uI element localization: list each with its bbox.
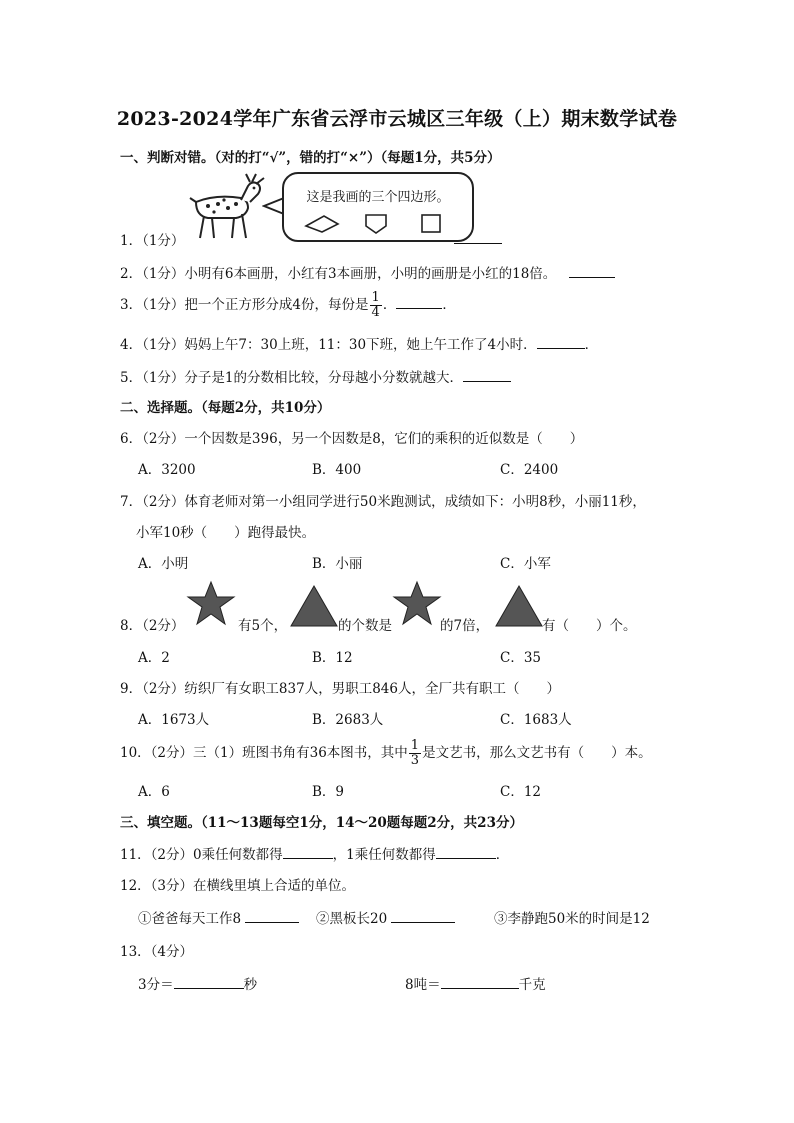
q5-text: 5．（1分）分子是1的分数相比较，分母越小分数就越大． <box>120 370 464 386</box>
q2-answer-blank[interactable] <box>569 263 615 278</box>
q8-text-1: 有5个， <box>238 618 288 634</box>
question-10 <box>120 739 652 768</box>
q10-text-end: 是文艺书，那么文艺书有（ ）本。 <box>422 745 652 761</box>
q13-blank-1[interactable] <box>174 974 244 989</box>
q6-option-a[interactable]: A．3200 <box>138 462 196 478</box>
q6-option-c[interactable]: C．2400 <box>500 462 559 478</box>
deer-illustration <box>186 172 272 244</box>
q10-option-c[interactable]: C．12 <box>500 784 542 800</box>
q12-item-2-text: ②黑板长20 <box>316 911 388 927</box>
question-11 <box>120 843 509 863</box>
q3-text: 3．（1分）把一个正方形分成4份，每份是 <box>120 297 369 313</box>
q9-option-a[interactable]: A．1673人 <box>138 712 210 728</box>
q13-c2-unit: 千克 <box>518 977 546 993</box>
q8-label: 8．（2分） <box>120 618 185 634</box>
triangle-icon <box>289 584 339 628</box>
fraction-one-third: $\frac{1}{3}$ <box>410 738 420 768</box>
q12-item-2 <box>316 907 455 927</box>
q9-option-c[interactable]: C．1683人 <box>500 712 572 728</box>
q4-end: ． <box>584 337 599 353</box>
q13-c1-text: 3分＝ <box>138 977 174 993</box>
triangle-icon <box>494 584 544 628</box>
q3-answer-blank[interactable] <box>396 294 442 309</box>
question-5 <box>120 366 511 386</box>
q7-option-a[interactable]: A．小明 <box>138 556 189 572</box>
q3-end: ． <box>442 297 456 313</box>
q11-end: ． <box>495 847 510 863</box>
section-2-heading: 二、选择题。（每题2分，共10分） <box>120 400 331 416</box>
q12-blank-2[interactable] <box>391 908 455 923</box>
q11-blank-1[interactable] <box>283 844 333 859</box>
q8-option-a[interactable]: A．2 <box>138 650 170 666</box>
q13-conversion-1 <box>138 973 257 993</box>
q4-answer-blank[interactable] <box>537 334 585 349</box>
speech-bubble <box>282 172 474 242</box>
question-9: 9．（2分）纺织厂有女职工837人，男职工846人，全厂共有职工（ ） <box>120 681 560 697</box>
question-7-line-1: 7．（2分）体育老师对第一小组同学进行50米跑测试，成绩如下：小明8秒，小丽11秒， <box>120 494 646 510</box>
question-3 <box>120 291 456 320</box>
q13-conversion-2 <box>405 973 546 993</box>
q8-option-b[interactable]: B．12 <box>312 650 353 666</box>
q1-label: 1．（1分） <box>120 233 185 249</box>
question-6: 6．（2分）一个因数是396，另一个因数是8，它们的乘积的近似数是（ ） <box>120 431 584 447</box>
q10-option-a[interactable]: A．6 <box>138 784 170 800</box>
q13-c2-text: 8吨＝ <box>405 977 441 993</box>
q8-text-4: 有（ ）个。 <box>542 618 637 634</box>
q10-option-b[interactable]: B．9 <box>312 784 345 800</box>
q7-option-c[interactable]: C．小军 <box>500 556 551 572</box>
q13-c1-unit: 秒 <box>243 977 258 993</box>
q8-text-3: 的7倍， <box>440 618 490 634</box>
q9-option-b[interactable]: B．2683人 <box>312 712 384 728</box>
q12-item-3: ③李静跑50米的时间是12 <box>494 911 650 927</box>
star-icon <box>392 580 442 626</box>
q1-answer-blank[interactable] <box>454 229 502 244</box>
q11-text: 11．（2分）0乘任何数都得 <box>120 847 283 863</box>
q7-option-b[interactable]: B．小丽 <box>312 556 363 572</box>
q3-punct: ． <box>382 297 397 313</box>
bubble-text: 这是我画的三个四边形。 <box>306 190 450 205</box>
quadrilateral-shapes <box>302 212 452 236</box>
q2-text: 2．（1分）小明有6本画册，小红有3本画册，小明的画册是小红的18倍。 <box>120 266 557 282</box>
q5-answer-blank[interactable] <box>463 367 511 382</box>
q12-item-1 <box>138 907 299 927</box>
q8-option-c[interactable]: C．35 <box>500 650 542 666</box>
question-4 <box>120 333 598 353</box>
star-icon <box>186 580 236 626</box>
question-12: 12．（3分）在横线里填上合适的单位。 <box>120 878 356 894</box>
question-7-line-2: 小军10秒（ ）跑得最快。 <box>136 525 316 541</box>
section-3-heading: 三、填空题。（11～13题每空1分，14～20题每题2分，共23分） <box>120 815 523 831</box>
section-1-heading: 一、判断对错。（对的打“√”，错的打“×”）（每题1分，共5分） <box>120 150 501 166</box>
q13-blank-2[interactable] <box>441 974 519 989</box>
page-title: 2023-2024学年广东省云浮市云城区三年级（上）期末数学试卷 <box>116 108 678 130</box>
q12-blank-1[interactable] <box>245 908 299 923</box>
question-13: 13．（4分） <box>120 944 194 960</box>
q10-text: 10．（2分）三（1）班图书角有36本图书，其中 <box>120 745 408 761</box>
question-1 <box>120 229 184 249</box>
q11-blank-2[interactable] <box>436 844 496 859</box>
q6-option-b[interactable]: B．400 <box>312 462 362 478</box>
q11-text-mid: ，1乘任何数都得 <box>332 847 436 863</box>
question-2 <box>120 262 615 282</box>
q4-text: 4．（1分）妈妈上午7：30上班，11：30下班，她上午工作了4小时． <box>120 337 537 353</box>
q8-text-2: 的个数是 <box>338 618 392 634</box>
q12-item-1-text: ①爸爸每天工作8 <box>138 911 242 927</box>
fraction-one-quarter: $\frac{1}{4}$ <box>371 290 380 320</box>
